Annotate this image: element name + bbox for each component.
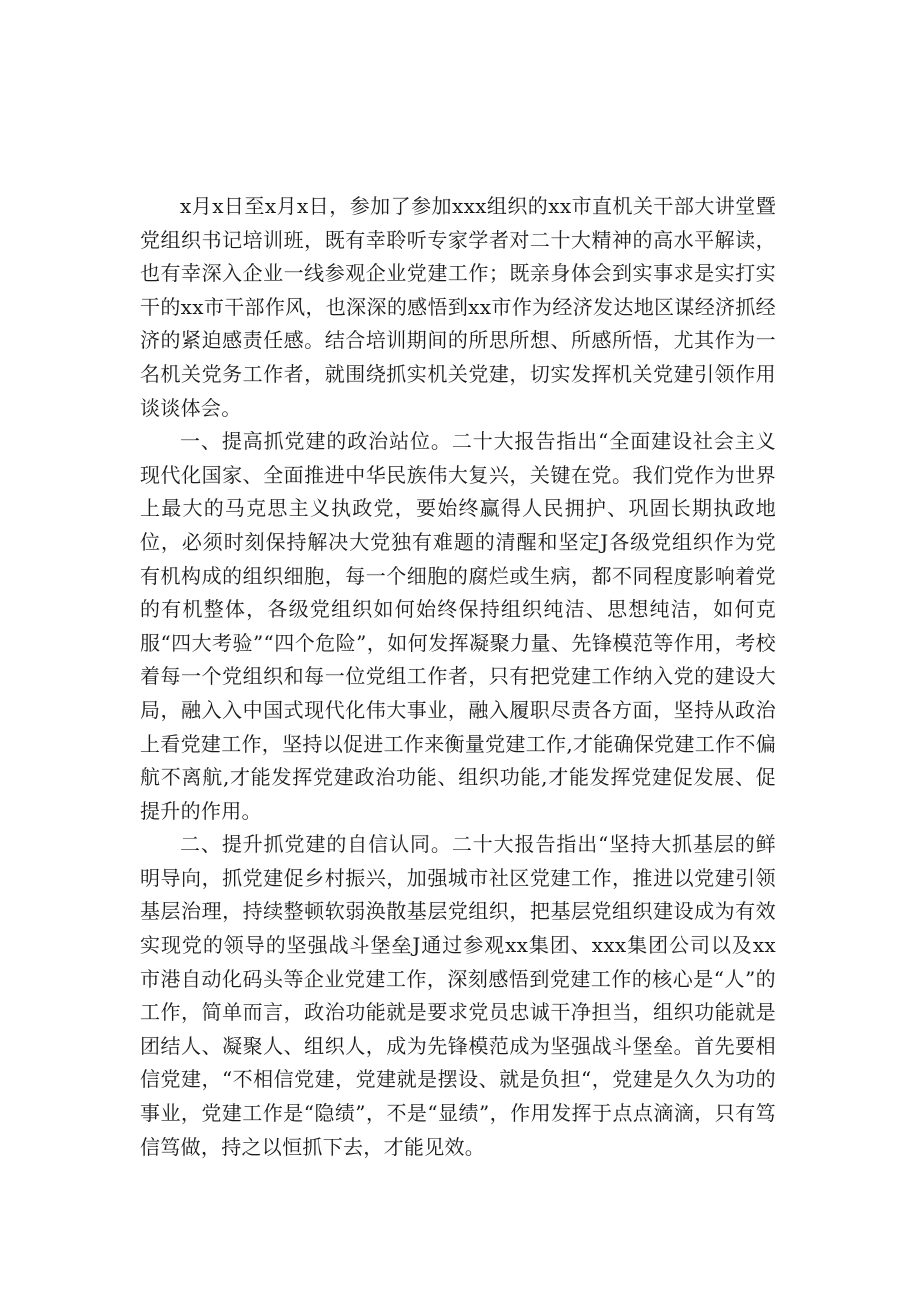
paragraph-intro: x月x日至x月x日，参加了参加xxx组织的xx市直机关干部大讲堂暨党组织书记培训班，既有幸聆听专家学者对二十大精神的高水平解读，也有幸深入企业一线参观企业党建工作；既亲身体会到实事求是实打实干的xx市干部作风，也深深的感悟到xx市作为经济发达地区谋经济抓经济的紧迫感责任感。结合培训期间的所思所想、所感所悟，尤其作为一名机关党务工作者，就围绕抓实机关党建，切实发挥机关党建引领作用谈谈体会。: [140, 194, 776, 420]
document-body: [140, 190, 776, 1164]
paragraph-section-2: 二、提升抓党建的自信认同。二十大报告指出“坚持大抓基层的鲜明导向，抓党建促乡村振兴，加强城市社区党建工作，推进以党建引领基层治理，持续整顿软弱涣散基层党组织，把基层党组织建设成为有效实现党的领导的坚强战斗堡垒J通过参观xx集团、xxx集团公司以及xx市港自动化码头等企业党建工作，深刻感悟到党建工作的核心是“人”的工作，简单而言，政治功能就是要求党员忠诚干净担当，组织功能就是团结人、凝聚人、组织人，成为先锋模范成为坚强战斗堡垒。首先要相信党建，“不相信党建，党建就是摆设、就是负担“，党建是久久为功的事业，党建工作是“隐绩”，不是“显绩”，作用发挥于点点滴滴，只有笃信笃做，持之以恒抓下去，才能见效。: [140, 832, 776, 1159]
paragraph-section-1: 一、提高抓党建的政治站位。二十大报告指出“全面建设社会主义现代化国家、全面推进中华民族伟大复兴，关键在党。我们党作为世界上最大的马克思主义执政党，要始终赢得人民拥护、巩固长期执政地位，必须时刻保持解决大党独有难题的清醒和坚定J各级党组织作为党有机构成的组织细胞，每一个细胞的腐烂或生病，都不同程度影响着党的有机整体，各级党组织如何始终保持组织纯洁、思想纯洁，如何克服“四大考验”“四个危险”，如何发挥凝聚力量、先锋模范等作用，考校着每一个党组织和每一位党组工作者，只有把党建工作纳入党的建设大局，融入入中国式现代化伟大事业，融入履职尽责各方面，坚持从政治上看党建工作，坚持以促进工作来衡量党建工作,才能确保党建工作不偏航不离航,才能发挥党建政治功能、组织功能,才能发挥党建促发展、促提升的作用。: [140, 429, 776, 823]
